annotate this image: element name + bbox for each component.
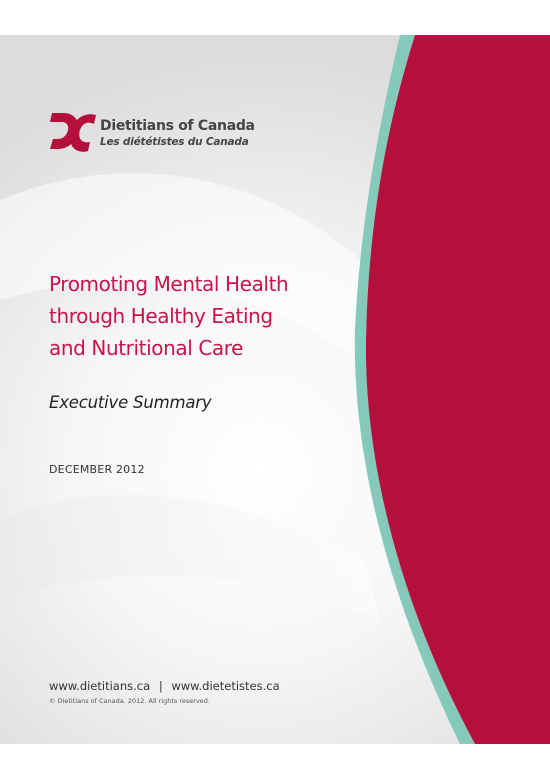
url-french-link[interactable]: www.dietetistes.ca bbox=[171, 679, 280, 693]
dc-logo-mark-icon bbox=[50, 109, 98, 155]
logo-name-english: Dietitians of Canada bbox=[100, 118, 255, 134]
footer-urls bbox=[49, 679, 280, 693]
publication-date: DECEMBER 2012 bbox=[49, 463, 145, 476]
logo-name-french: Les diététistes du Canada bbox=[100, 136, 249, 148]
title-line: Promoting Mental Health bbox=[49, 272, 289, 296]
url-separator: | bbox=[158, 679, 163, 693]
copyright-notice: © Dietitians of Canada. 2012. All rights reserved. bbox=[49, 697, 210, 705]
url-english-link[interactable]: www.dietitians.ca bbox=[49, 679, 151, 693]
report-subtitle: Executive Summary bbox=[49, 393, 212, 412]
title-line: and Nutritional Care bbox=[49, 336, 244, 360]
report-title bbox=[49, 268, 339, 364]
dietitians-of-canada-logo bbox=[50, 109, 255, 157]
title-line: through Healthy Eating bbox=[49, 304, 273, 328]
